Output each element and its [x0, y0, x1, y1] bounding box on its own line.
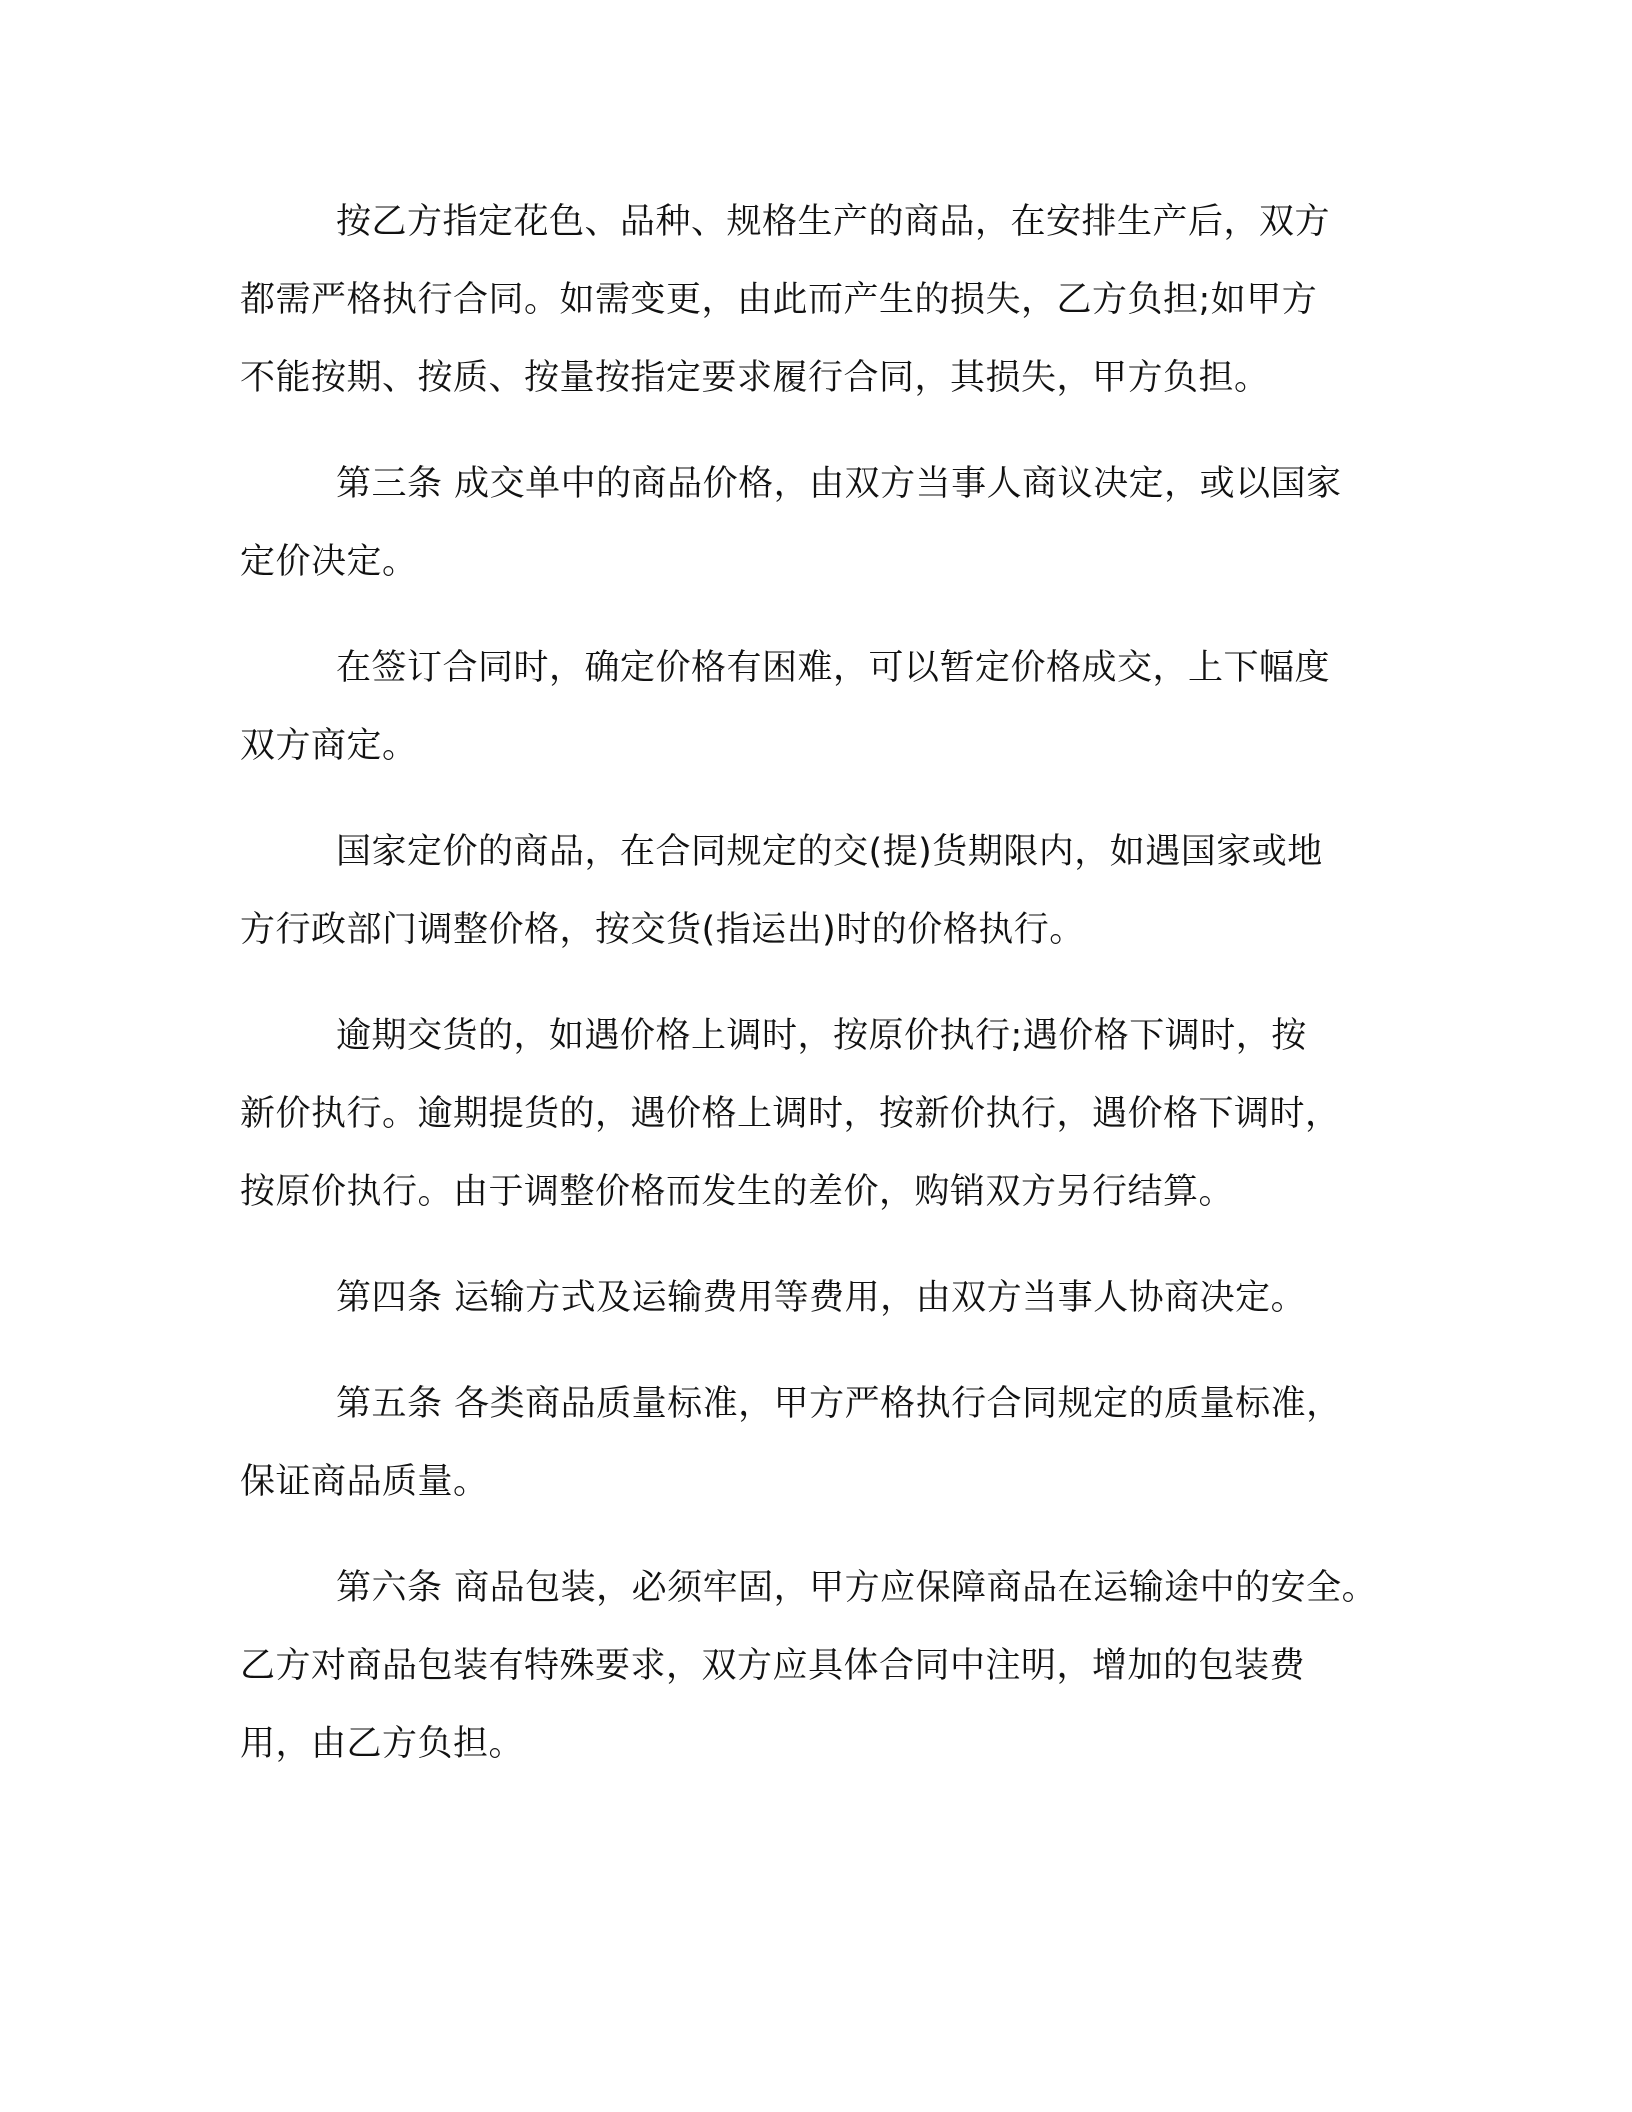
text-line: 按原价执行。由于调整价格而发生的差价，购销双方另行结算。	[240, 1172, 1235, 1212]
paragraph-article-3	[240, 445, 1420, 601]
text-line: 不能按期、按质、按量按指定要求履行合同，其损失，甲方负担。	[240, 358, 1270, 398]
text-line: 第五条 各类商品质量标准，甲方严格执行合同规定的质量标准，	[336, 1384, 1342, 1424]
paragraph-production-terms	[240, 183, 1420, 417]
text-line: 保证商品质量。	[240, 1462, 489, 1502]
text-line: 第六条 商品包装，必须牢固，甲方应保障商品在运输途中的安全。	[336, 1568, 1378, 1608]
paragraph-provisional-price	[240, 629, 1420, 785]
text-line: 在签订合同时，确定价格有困难，可以暂定价格成交，上下幅度	[336, 648, 1331, 688]
text-line: 定价决定。	[240, 542, 418, 582]
text-line: 逾期交货的，如遇价格上调时，按原价执行;遇价格下调时，按	[336, 1016, 1307, 1056]
text-line: 按乙方指定花色、品种、规格生产的商品，在安排生产后，双方	[336, 202, 1331, 242]
text-line: 用，由乙方负担。	[240, 1724, 525, 1764]
text-line: 方行政部门调整价格，按交货(指运出)时的价格执行。	[240, 910, 1085, 950]
text-line: 国家定价的商品，在合同规定的交(提)货期限内，如遇国家或地	[336, 832, 1323, 872]
paragraph-article-4	[240, 1259, 1420, 1337]
text-line: 第三条 成交单中的商品价格，由双方当事人商议决定，或以国家	[336, 464, 1342, 504]
text-line: 双方商定。	[240, 726, 418, 766]
paragraph-article-5	[240, 1365, 1420, 1521]
text-line: 第四条 运输方式及运输费用等费用，由双方当事人协商决定。	[336, 1278, 1307, 1318]
document-body	[240, 183, 1420, 1783]
text-line: 都需严格执行合同。如需变更，由此而产生的损失，乙方负担;如甲方	[240, 280, 1318, 320]
paragraph-overdue-delivery	[240, 997, 1420, 1231]
paragraph-article-6	[240, 1549, 1420, 1783]
text-line: 乙方对商品包装有特殊要求，双方应具体合同中注明，增加的包装费	[240, 1646, 1306, 1686]
paragraph-state-pricing	[240, 813, 1420, 969]
text-line: 新价执行。逾期提货的，遇价格上调时，按新价执行，遇价格下调时，	[240, 1094, 1341, 1134]
